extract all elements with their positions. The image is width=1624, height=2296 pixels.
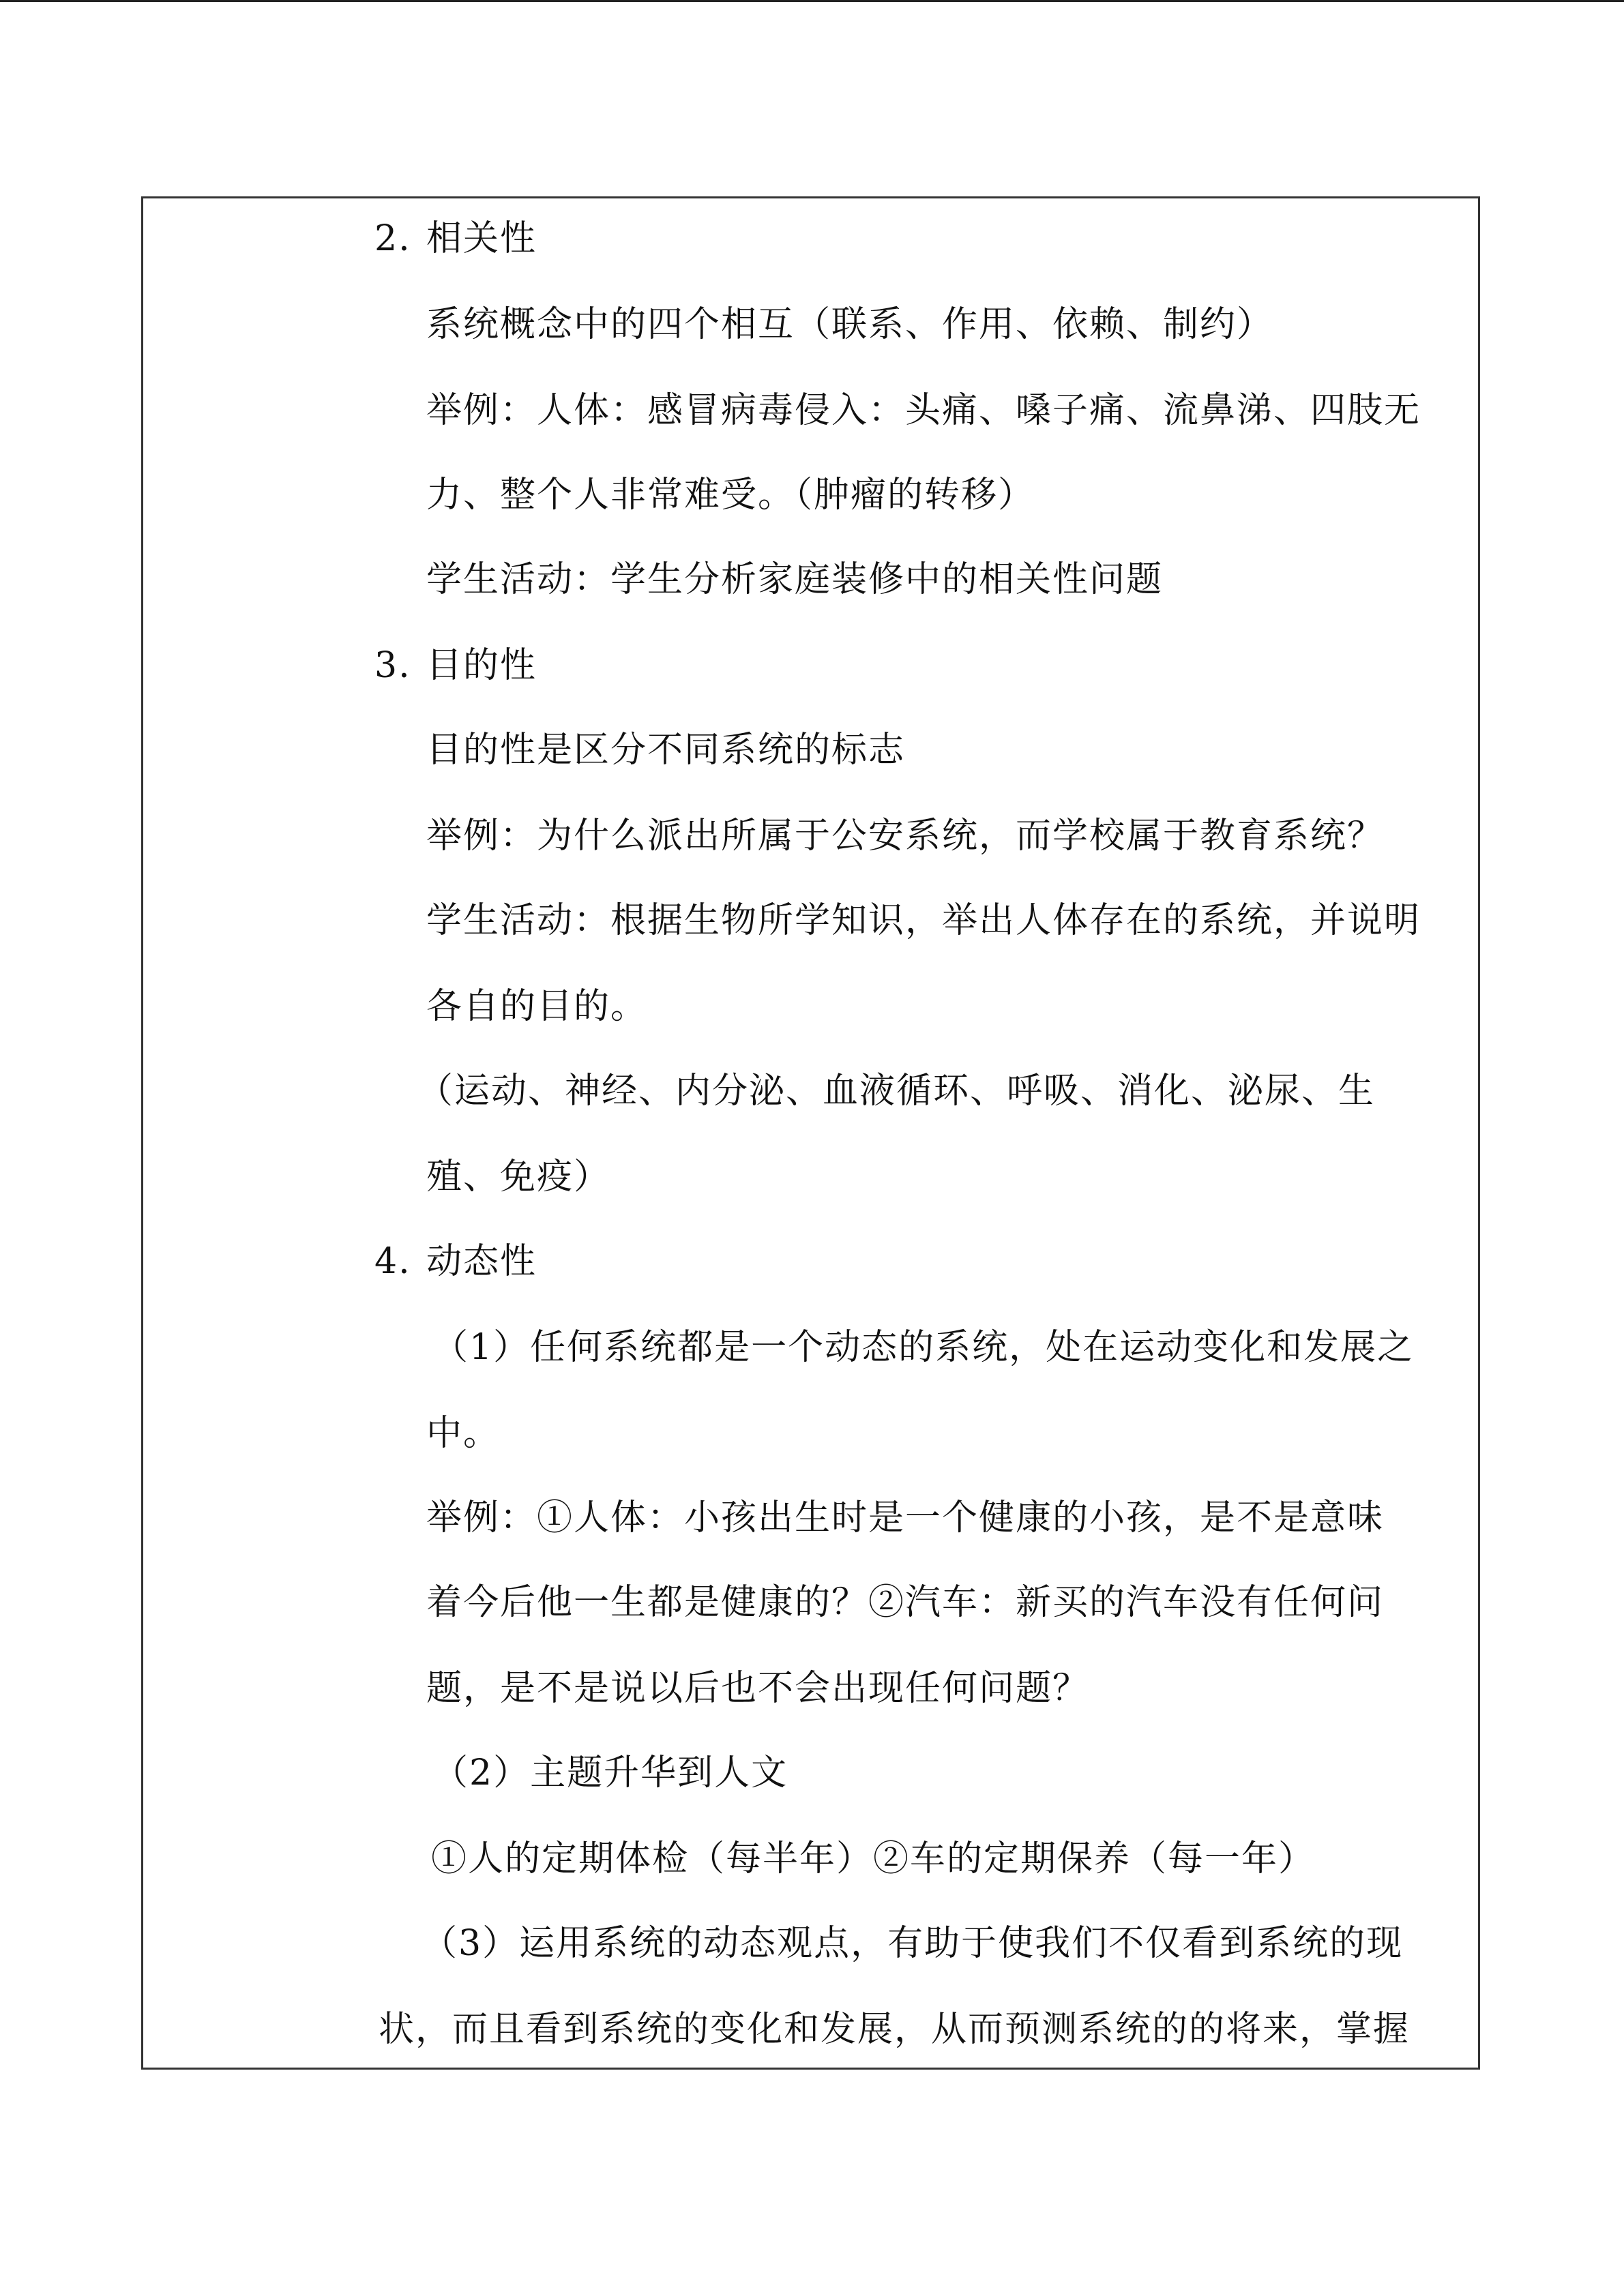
text-line: 举例：人体：感冒病毒侵入：头痛、嗓子痛、流鼻涕、四肢无	[426, 390, 1421, 431]
text-line: 中。	[426, 1413, 501, 1454]
text-line: 状，而且看到系统的变化和发展，从而预测系统的的将来，掌握	[379, 2009, 1411, 2050]
text-line: 学生活动：学生分析家庭装修中的相关性问题	[426, 559, 1164, 600]
text-line: （3）运用系统的动态观点，有助于使我们不仅看到系统的现	[422, 1923, 1404, 1964]
text-line: 举例：①人体：小孩出生时是一个健康的小孩，是不是意味	[426, 1497, 1385, 1538]
section-number: 3.	[374, 645, 411, 686]
text-line: （2）主题升华到人文	[432, 1753, 788, 1793]
text-line: ①人的定期体检（每半年）②车的定期保养（每一年）	[431, 1838, 1316, 1879]
text-line: （1）任何系统都是一个动态的系统，处在运动变化和发展之	[432, 1327, 1415, 1368]
text-line: 题，是不是说以后也不会出现任何问题？	[426, 1668, 1090, 1709]
section-title: 相关性	[426, 218, 537, 259]
text-line: 力、整个人非常难受。（肿瘤的转移）	[426, 475, 1035, 516]
text-line: 着今后他一生都是健康的？②汽车：新买的汽车没有任何问	[426, 1582, 1385, 1623]
page-top-rule	[0, 0, 1624, 2]
section-number: 2.	[374, 218, 411, 259]
text-line: 系统概念中的四个相互（联系、作用、依赖、制约）	[426, 304, 1274, 345]
text-line: 殖、免疫）	[426, 1157, 611, 1197]
text-line: 各自的目的。	[426, 986, 648, 1027]
section-heading-dynamics	[374, 1240, 537, 1283]
text-line: 举例：为什么派出所属于公安系统，而学校属于教育系统？	[426, 816, 1385, 856]
text-line: 目的性是区分不同系统的标志	[426, 730, 906, 771]
text-line: 学生活动：根据生物所学知识，举出人体存在的系统，并说明	[426, 900, 1421, 941]
section-title: 动态性	[426, 1241, 537, 1282]
section-number: 4.	[374, 1241, 411, 1282]
section-title: 目的性	[426, 645, 537, 686]
section-heading-relevance	[374, 217, 537, 260]
text-line: （运动、神经、内分泌、血液循环、呼吸、消化、泌尿、生	[417, 1071, 1376, 1112]
section-heading-purpose	[374, 644, 537, 687]
